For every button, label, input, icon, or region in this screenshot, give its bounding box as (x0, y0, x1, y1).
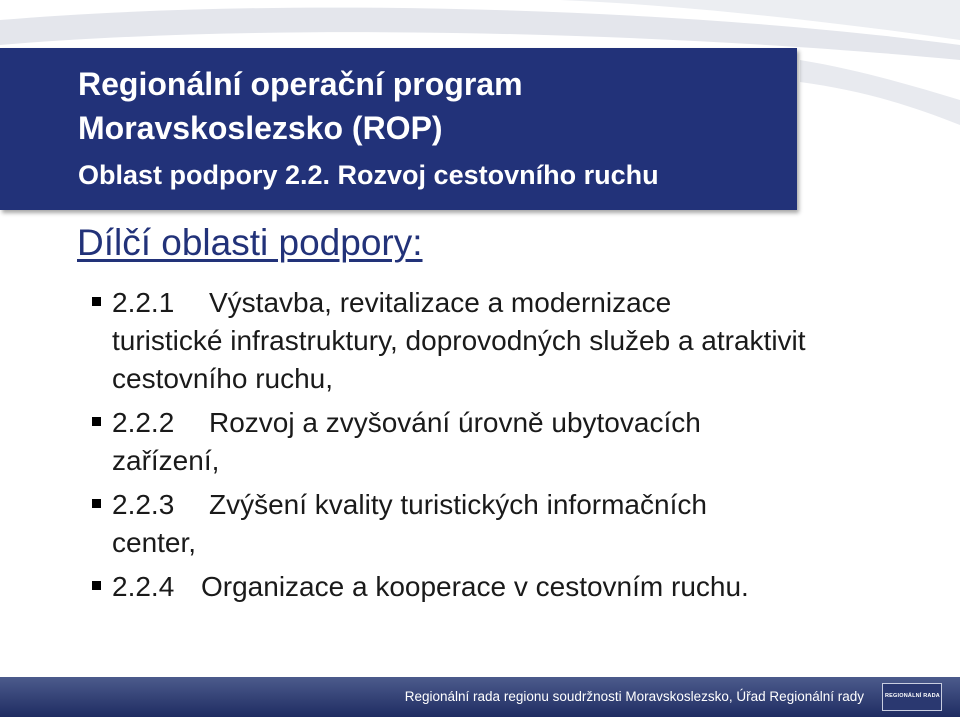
item-continuation: turistické infrastruktury, doprovodných služeb a atraktivit cestovního ruchu, (112, 325, 806, 394)
item-number: 2.2.3 (112, 489, 175, 520)
title-line-2: Moravskoslezsko (ROP) (78, 110, 443, 146)
title-line-3: Oblast podpory 2.2. Rozvoj cestovního ruchu (78, 160, 659, 190)
item-continuation: center, (112, 527, 197, 558)
title-banner (0, 48, 797, 210)
item-text: Rozvoj a zvyšování úrovně ubytovacích (209, 407, 701, 438)
footer-text: Regionální rada regionu soudržnosti Moravskoslezsko, Úřad Regionální rady (404, 689, 864, 704)
title-line-1: Regionální operační program (78, 66, 523, 102)
item-number: 2.2.4 (112, 571, 175, 602)
regional-council-logo (882, 683, 942, 711)
item-text: Zvýšení kvality turistických informačních (209, 489, 707, 520)
list-item (92, 404, 932, 480)
bullet-list (92, 284, 932, 612)
item-continuation: zařízení, (112, 445, 220, 476)
square-bullet-icon (92, 297, 101, 306)
list-item (92, 486, 932, 562)
item-number: 2.2.1 (112, 287, 175, 318)
logo-text: REGIONÁLNÍ RADA (885, 693, 940, 699)
list-item (92, 568, 932, 606)
item-number: 2.2.2 (112, 407, 175, 438)
item-text: Výstavba, revitalizace a modernizace (209, 287, 672, 318)
square-bullet-icon (92, 499, 101, 508)
square-bullet-icon (92, 417, 101, 426)
section-subtitle: Dílčí oblasti podpory: (77, 222, 423, 263)
square-bullet-icon (92, 581, 101, 590)
footer-bar (0, 677, 960, 717)
item-text: Organizace a kooperace v cestovním ruchu. (201, 571, 749, 602)
list-item (92, 284, 932, 398)
